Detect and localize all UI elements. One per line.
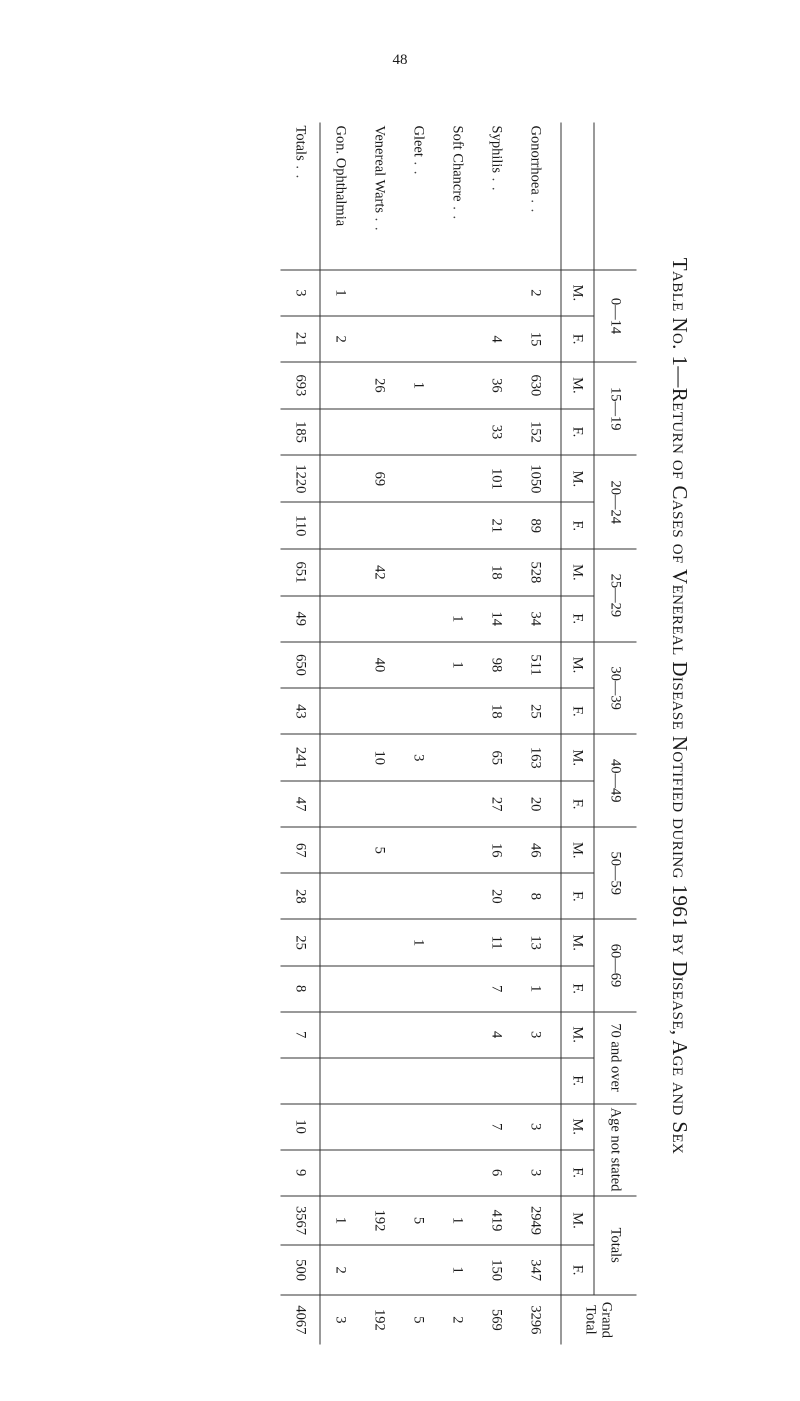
count-cell: 3 bbox=[516, 1149, 562, 1195]
count-cell bbox=[320, 408, 360, 455]
count-cell: 34 bbox=[516, 595, 562, 641]
count-cell: 49 bbox=[281, 595, 321, 641]
age-group-header-row bbox=[594, 122, 637, 1344]
row-label bbox=[320, 122, 360, 269]
grand-total-cell: 3 bbox=[320, 1294, 360, 1344]
grand-total-cell: 3296 bbox=[516, 1294, 562, 1344]
count-cell: 21 bbox=[477, 502, 516, 549]
count-cell: 18 bbox=[477, 688, 516, 734]
disease-name: Venereal Warts bbox=[371, 125, 388, 213]
age-group-header: 20—24 bbox=[594, 455, 637, 549]
disease-row bbox=[320, 122, 360, 1344]
count-cell: 21 bbox=[281, 316, 321, 362]
count-cell bbox=[399, 502, 438, 549]
sex-header-male: M. bbox=[561, 1103, 594, 1149]
count-cell: 25 bbox=[516, 688, 562, 734]
disease-name: Gon. Ophthalmia bbox=[332, 125, 349, 226]
disease-row bbox=[399, 122, 438, 1344]
sex-header-male: M. bbox=[561, 734, 594, 781]
count-cell: 10 bbox=[281, 1103, 321, 1149]
count-cell: 1 bbox=[399, 362, 438, 409]
leader-dots: . . bbox=[410, 156, 427, 175]
leader-dots: . . bbox=[488, 172, 505, 192]
count-cell bbox=[399, 781, 438, 827]
count-cell: 241 bbox=[281, 734, 321, 781]
count-cell bbox=[438, 734, 477, 781]
count-cell bbox=[360, 965, 399, 1011]
count-cell bbox=[399, 316, 438, 362]
count-cell: 3 bbox=[516, 1011, 562, 1057]
count-cell: 630 bbox=[516, 362, 562, 409]
sex-header-male: M. bbox=[561, 919, 594, 965]
count-cell: 46 bbox=[516, 827, 562, 873]
sex-header-male: M. bbox=[561, 455, 594, 502]
count-cell: 1 bbox=[438, 595, 477, 641]
sex-header-male: M. bbox=[561, 827, 594, 873]
disease-name: Gleet bbox=[410, 125, 427, 157]
leader-dots: . . bbox=[292, 160, 309, 179]
count-cell: 28 bbox=[281, 873, 321, 919]
corner-cell bbox=[594, 122, 637, 269]
count-cell: 10 bbox=[360, 734, 399, 781]
count-cell bbox=[477, 269, 516, 315]
count-cell: 7 bbox=[477, 965, 516, 1011]
count-cell bbox=[320, 1011, 360, 1057]
count-cell bbox=[438, 827, 477, 873]
row-label bbox=[438, 122, 477, 269]
sex-header-female: F. bbox=[561, 873, 594, 919]
count-cell bbox=[438, 1103, 477, 1149]
age-group-header: 50—59 bbox=[594, 827, 637, 919]
corner-cell bbox=[561, 122, 594, 269]
sex-header-female: F. bbox=[561, 408, 594, 455]
totals-cell: 192 bbox=[360, 1195, 399, 1245]
count-cell: 110 bbox=[281, 502, 321, 549]
count-cell: 693 bbox=[281, 362, 321, 409]
count-cell bbox=[438, 269, 477, 315]
age-group-header: Age not stated bbox=[594, 1103, 637, 1195]
count-cell bbox=[360, 269, 399, 315]
count-cell bbox=[360, 781, 399, 827]
age-group-header: 60—69 bbox=[594, 919, 637, 1011]
count-cell: 8 bbox=[281, 965, 321, 1011]
sex-header-male: M. bbox=[561, 641, 594, 688]
vd-table bbox=[281, 122, 637, 1344]
count-cell bbox=[438, 1011, 477, 1057]
row-label bbox=[399, 122, 438, 269]
count-cell bbox=[399, 641, 438, 688]
count-cell bbox=[360, 1057, 399, 1103]
count-cell bbox=[438, 455, 477, 502]
age-group-header: 15—19 bbox=[594, 362, 637, 455]
count-cell: 1220 bbox=[281, 455, 321, 502]
count-cell bbox=[360, 502, 399, 549]
sex-header-male: M. bbox=[561, 1195, 594, 1245]
sex-header-female: F. bbox=[561, 1149, 594, 1195]
table-body bbox=[281, 122, 562, 1344]
count-cell: 7 bbox=[477, 1103, 516, 1149]
count-cell: 651 bbox=[281, 549, 321, 596]
age-group-header: 40—49 bbox=[594, 734, 637, 827]
count-cell: 14 bbox=[477, 595, 516, 641]
count-cell bbox=[360, 316, 399, 362]
age-group-header: 25—29 bbox=[594, 549, 637, 642]
count-cell bbox=[438, 873, 477, 919]
count-cell bbox=[320, 827, 360, 873]
count-cell bbox=[320, 781, 360, 827]
count-cell bbox=[320, 455, 360, 502]
totals-header: Totals bbox=[594, 1195, 637, 1294]
count-cell: 101 bbox=[477, 455, 516, 502]
count-cell: 43 bbox=[281, 688, 321, 734]
count-cell: 13 bbox=[516, 919, 562, 965]
count-cell: 1 bbox=[320, 269, 360, 315]
count-cell bbox=[320, 965, 360, 1011]
count-cell bbox=[360, 595, 399, 641]
sex-header-female: F. bbox=[561, 781, 594, 827]
totals-cell: 1 bbox=[438, 1245, 477, 1294]
sex-header-male: M. bbox=[561, 269, 594, 315]
count-cell: 40 bbox=[360, 641, 399, 688]
count-cell: 20 bbox=[516, 781, 562, 827]
sex-header-female: F. bbox=[561, 688, 594, 734]
leader-dots: . . bbox=[527, 194, 544, 213]
count-cell: 650 bbox=[281, 641, 321, 688]
count-cell: 89 bbox=[516, 502, 562, 549]
leader-dots: . . bbox=[449, 201, 466, 220]
row-label bbox=[477, 122, 516, 269]
count-cell bbox=[320, 1103, 360, 1149]
count-cell bbox=[360, 1149, 399, 1195]
count-cell: 11 bbox=[477, 919, 516, 965]
count-cell bbox=[320, 362, 360, 409]
disease-name: Gonorrhoea bbox=[527, 125, 544, 195]
age-group-header: 0—14 bbox=[594, 269, 637, 361]
totals-cell: 419 bbox=[477, 1195, 516, 1245]
count-cell bbox=[320, 1149, 360, 1195]
count-cell: 1 bbox=[399, 919, 438, 965]
count-cell: 3 bbox=[399, 734, 438, 781]
count-cell: 36 bbox=[477, 362, 516, 409]
count-cell: 7 bbox=[281, 1011, 321, 1057]
count-cell: 25 bbox=[281, 919, 321, 965]
count-cell bbox=[360, 688, 399, 734]
count-cell: 33 bbox=[477, 408, 516, 455]
count-cell bbox=[320, 595, 360, 641]
count-cell: 27 bbox=[477, 781, 516, 827]
count-cell bbox=[399, 1011, 438, 1057]
grand-total-cell: 4067 bbox=[281, 1294, 321, 1344]
count-cell bbox=[399, 965, 438, 1011]
count-cell: 185 bbox=[281, 408, 321, 455]
sex-header-female: F. bbox=[561, 502, 594, 549]
totals-cell: 2949 bbox=[516, 1195, 562, 1245]
sex-header-male: M. bbox=[561, 549, 594, 596]
count-cell bbox=[399, 408, 438, 455]
count-cell: 163 bbox=[516, 734, 562, 781]
totals-cell bbox=[399, 1245, 438, 1294]
count-cell bbox=[438, 549, 477, 596]
grand-total-header: Grand Total bbox=[561, 1294, 637, 1344]
count-cell bbox=[399, 1057, 438, 1103]
totals-cell: 500 bbox=[281, 1245, 321, 1294]
row-label bbox=[516, 122, 562, 269]
count-cell: 6 bbox=[477, 1149, 516, 1195]
totals-cell: 347 bbox=[516, 1245, 562, 1294]
count-cell bbox=[399, 827, 438, 873]
count-cell bbox=[320, 688, 360, 734]
count-cell bbox=[438, 919, 477, 965]
count-cell bbox=[438, 1057, 477, 1103]
count-cell bbox=[477, 1057, 516, 1103]
count-cell bbox=[399, 873, 438, 919]
totals-cell: 2 bbox=[320, 1245, 360, 1294]
count-cell: 16 bbox=[477, 827, 516, 873]
count-cell bbox=[320, 919, 360, 965]
count-cell: 67 bbox=[281, 827, 321, 873]
age-group-header: 30—39 bbox=[594, 641, 637, 734]
count-cell bbox=[360, 873, 399, 919]
count-cell bbox=[360, 1011, 399, 1057]
age-group-header: 70 and over bbox=[594, 1011, 637, 1103]
disease-row bbox=[438, 122, 477, 1344]
count-cell bbox=[320, 641, 360, 688]
count-cell bbox=[438, 408, 477, 455]
sex-header-female: F. bbox=[561, 965, 594, 1011]
count-cell: 8 bbox=[516, 873, 562, 919]
count-cell: 18 bbox=[477, 549, 516, 596]
count-cell bbox=[399, 688, 438, 734]
count-cell: 26 bbox=[360, 362, 399, 409]
count-cell bbox=[320, 502, 360, 549]
count-cell: 528 bbox=[516, 549, 562, 596]
totals-cell: 1 bbox=[438, 1195, 477, 1245]
count-cell bbox=[360, 919, 399, 965]
count-cell bbox=[399, 1149, 438, 1195]
count-cell bbox=[399, 455, 438, 502]
count-cell: 65 bbox=[477, 734, 516, 781]
count-cell: 98 bbox=[477, 641, 516, 688]
disease-row bbox=[360, 122, 399, 1344]
count-cell bbox=[320, 549, 360, 596]
grand-total-cell: 5 bbox=[399, 1294, 438, 1344]
row-label bbox=[360, 122, 399, 269]
grand-total-cell: 2 bbox=[438, 1294, 477, 1344]
count-cell bbox=[438, 1149, 477, 1195]
grand-total-cell: 569 bbox=[477, 1294, 516, 1344]
count-cell: 2 bbox=[320, 316, 360, 362]
count-cell bbox=[438, 781, 477, 827]
count-cell bbox=[399, 595, 438, 641]
count-cell bbox=[399, 1103, 438, 1149]
table-title: Table No. 1—Return of Cases of Venereal Disease Notified during 1961 by Disease, Age and Sex bbox=[668, 257, 692, 1155]
leader-dots: . . bbox=[371, 212, 388, 232]
row-label bbox=[281, 122, 321, 269]
disease-name: Syphilis bbox=[488, 125, 505, 173]
count-cell: 3 bbox=[516, 1103, 562, 1149]
count-cell bbox=[516, 1057, 562, 1103]
count-cell bbox=[438, 688, 477, 734]
count-cell: 1 bbox=[516, 965, 562, 1011]
count-cell: 9 bbox=[281, 1149, 321, 1195]
count-cell: 20 bbox=[477, 873, 516, 919]
sex-header-female: F. bbox=[561, 1057, 594, 1103]
count-cell bbox=[360, 408, 399, 455]
totals-cell: 5 bbox=[399, 1195, 438, 1245]
disease-name: Totals bbox=[292, 125, 309, 161]
count-cell bbox=[281, 1057, 321, 1103]
totals-cell: 1 bbox=[320, 1195, 360, 1245]
count-cell bbox=[438, 502, 477, 549]
totals-cell: 3567 bbox=[281, 1195, 321, 1245]
totals-cell bbox=[360, 1245, 399, 1294]
count-cell bbox=[320, 873, 360, 919]
count-cell bbox=[320, 734, 360, 781]
count-cell: 5 bbox=[360, 827, 399, 873]
count-cell: 2 bbox=[516, 269, 562, 315]
disease-row bbox=[516, 122, 562, 1344]
sex-header-female: F. bbox=[561, 595, 594, 641]
count-cell bbox=[399, 549, 438, 596]
totals-row bbox=[281, 122, 321, 1344]
count-cell bbox=[360, 1103, 399, 1149]
count-cell: 15 bbox=[516, 316, 562, 362]
sex-header-female: F. bbox=[561, 1245, 594, 1294]
sex-header-female: F. bbox=[561, 316, 594, 362]
count-cell bbox=[438, 965, 477, 1011]
count-cell: 152 bbox=[516, 408, 562, 455]
count-cell bbox=[438, 316, 477, 362]
count-cell: 1050 bbox=[516, 455, 562, 502]
sex-header-male: M. bbox=[561, 1011, 594, 1057]
count-cell bbox=[320, 1057, 360, 1103]
count-cell: 3 bbox=[281, 269, 321, 315]
sex-header-male: M. bbox=[561, 362, 594, 409]
page-number: 48 bbox=[392, 52, 408, 68]
grand-total-cell: 192 bbox=[360, 1294, 399, 1344]
disease-name: Soft Chancre bbox=[449, 125, 466, 202]
count-cell: 1 bbox=[438, 641, 477, 688]
count-cell: 42 bbox=[360, 549, 399, 596]
count-cell: 4 bbox=[477, 316, 516, 362]
count-cell: 47 bbox=[281, 781, 321, 827]
table-container bbox=[164, 122, 637, 1344]
sex-header-row bbox=[561, 122, 594, 1344]
count-cell bbox=[438, 362, 477, 409]
disease-row bbox=[477, 122, 516, 1344]
count-cell: 511 bbox=[516, 641, 562, 688]
count-cell bbox=[399, 269, 438, 315]
count-cell: 4 bbox=[477, 1011, 516, 1057]
totals-cell: 150 bbox=[477, 1245, 516, 1294]
count-cell: 69 bbox=[360, 455, 399, 502]
